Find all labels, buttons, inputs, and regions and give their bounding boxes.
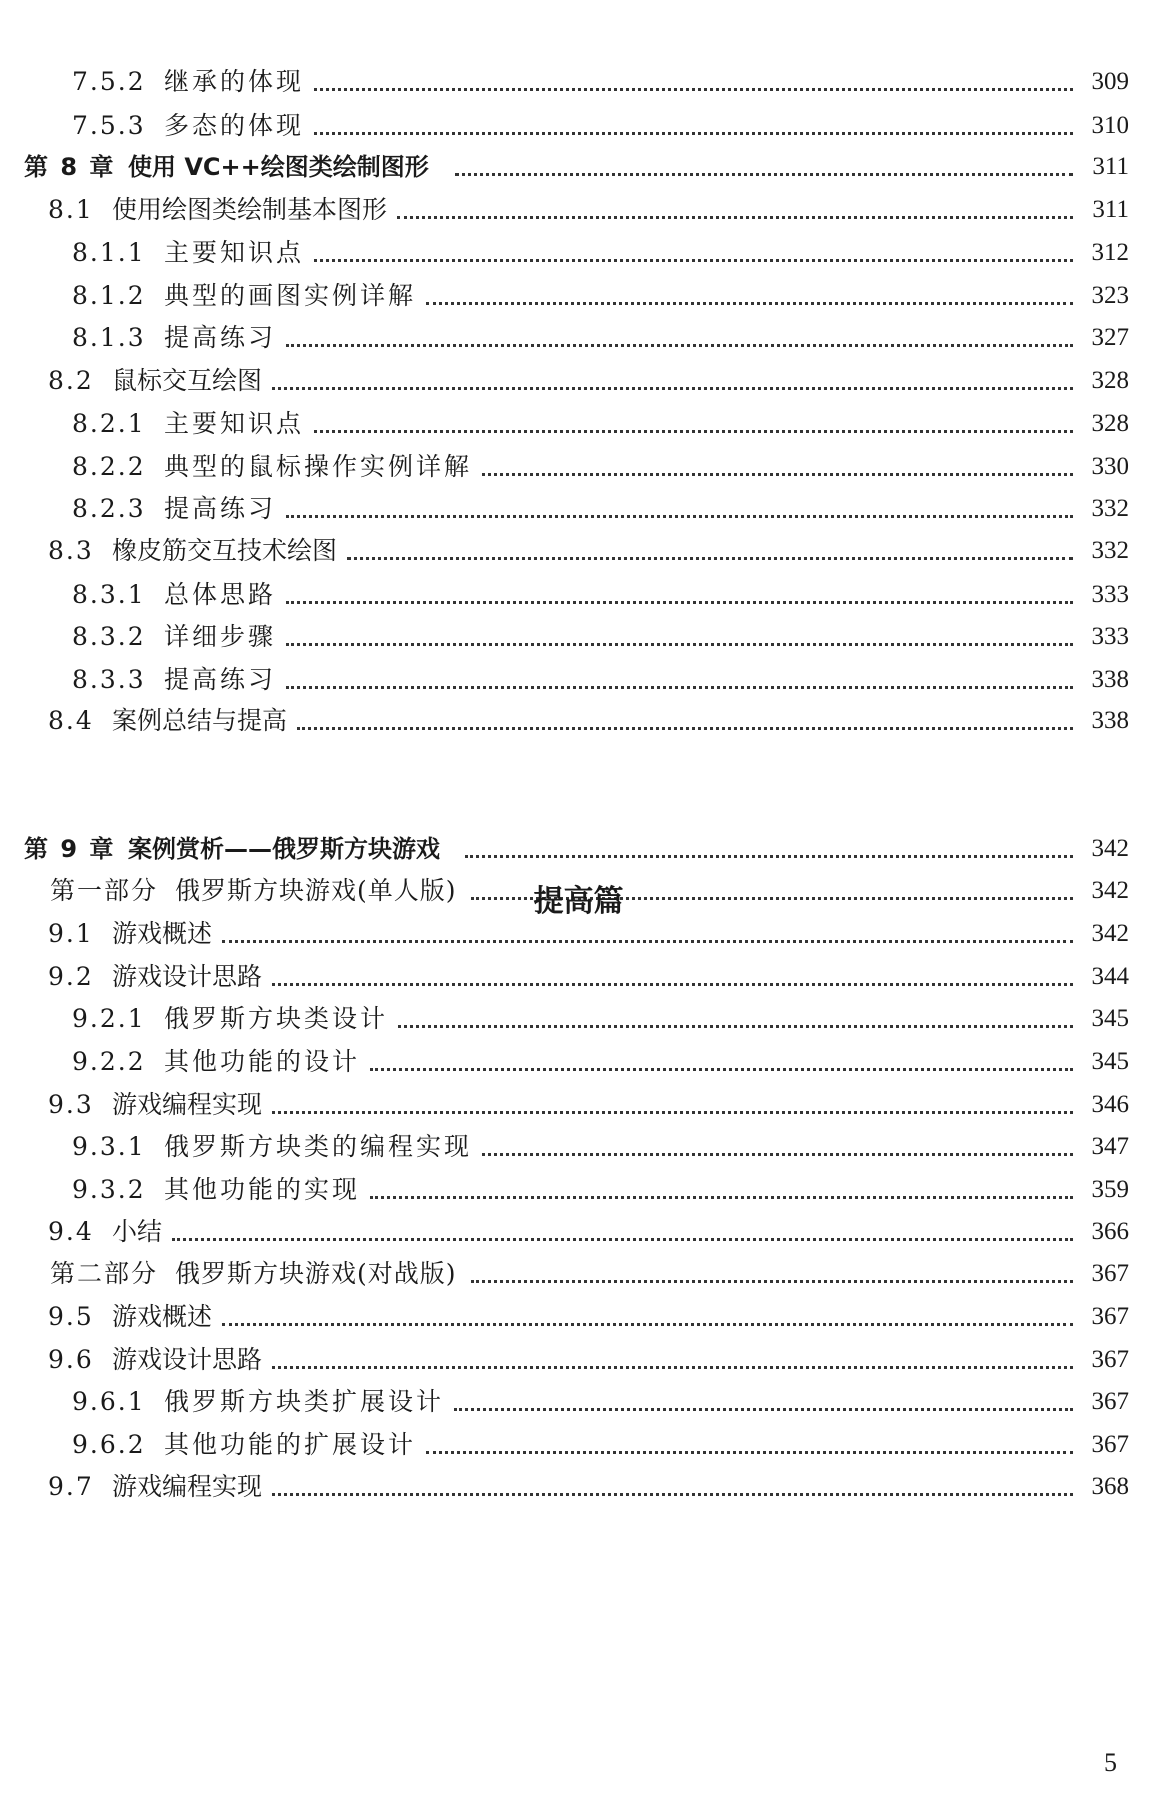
- leader-dots: [426, 1425, 1073, 1465]
- toc-entry-number: 第 8 章: [24, 153, 116, 181]
- toc-entry: [0, 575, 1157, 615]
- toc-entry-title: 俄罗斯方块游戏(单人版): [175, 876, 457, 905]
- toc-entry-number: 8.3.1: [72, 580, 146, 609]
- toc-entry: [0, 1425, 1157, 1465]
- toc-entry-title: 继承的体现: [164, 67, 305, 96]
- toc-entry-title: 使用 VC++绘图类绘制图形: [128, 153, 429, 181]
- toc-entry-title: 提高练习: [164, 323, 277, 352]
- toc-entry: [0, 1042, 1157, 1082]
- toc-entry-body: [72, 660, 1129, 700]
- toc-entry-number: 8.2: [48, 366, 94, 395]
- toc-entry-title: 俄罗斯方块类扩展设计: [164, 1387, 445, 1416]
- toc-entry: [0, 190, 1157, 230]
- toc-entry-number: 7.5.3: [72, 111, 146, 140]
- toc-entry: [0, 1297, 1157, 1337]
- toc-entry-page: 327: [1091, 324, 1129, 351]
- toc-entry-body: [72, 233, 1129, 273]
- toc-entry-body: [48, 701, 1129, 741]
- toc-entry-page: 332: [1091, 495, 1129, 522]
- toc-entry-number: 9.4: [48, 1217, 94, 1246]
- toc-entry: [0, 1127, 1157, 1167]
- toc-entry-body: [24, 147, 1129, 187]
- leader-dots: [286, 660, 1073, 700]
- toc-entry-number: 9.2.2: [72, 1047, 146, 1076]
- toc-entry-title: 俄罗斯方块类设计: [164, 1004, 389, 1033]
- leader-dots: [286, 489, 1073, 529]
- leader-dots: [272, 957, 1073, 997]
- toc-entry-body: [72, 1170, 1129, 1210]
- toc-entry-body: [72, 276, 1129, 316]
- toc-entry-page: 345: [1091, 1005, 1129, 1032]
- leader-dots: [455, 147, 1073, 187]
- leader-dots: [426, 276, 1073, 316]
- toc-entry-title: 游戏概述: [112, 1302, 213, 1331]
- toc-entry-number: 7.5.2: [72, 67, 146, 96]
- toc-entry-page: 367: [1091, 1346, 1129, 1373]
- toc-entry-page: 333: [1091, 623, 1129, 650]
- toc-entry-number: 8.2.2: [72, 452, 146, 481]
- toc-entry-page: 338: [1091, 707, 1129, 734]
- toc-entry-page: 309: [1091, 68, 1129, 95]
- toc-entry: [0, 62, 1157, 102]
- toc-entry-body: [72, 1127, 1129, 1167]
- toc-entry: [0, 233, 1157, 273]
- toc-entry-page: 345: [1091, 1048, 1129, 1075]
- toc-entry-number: 8.3.2: [72, 622, 146, 651]
- leader-dots: [370, 1170, 1073, 1210]
- toc-entry-page: 368: [1091, 1473, 1129, 1500]
- leader-dots: [286, 575, 1073, 615]
- toc-entry-body: [72, 999, 1129, 1039]
- toc-entry-body: [72, 318, 1129, 358]
- toc-entry-title: 其他功能的扩展设计: [164, 1430, 417, 1459]
- toc-entry-body: [72, 617, 1129, 657]
- toc-entry-body: [48, 1297, 1129, 1337]
- toc-entry-page: 367: [1091, 1303, 1129, 1330]
- toc-entry-page: 310: [1091, 112, 1129, 139]
- toc-entry-page: 367: [1091, 1260, 1129, 1287]
- toc-entry-number: 第 9 章: [24, 835, 116, 863]
- toc-entry-body: [48, 190, 1129, 230]
- leader-dots: [465, 829, 1073, 869]
- toc-entry-title: 典型的画图实例详解: [164, 281, 417, 310]
- toc-entry-page: 359: [1091, 1176, 1129, 1203]
- toc-entry-title: 游戏编程实现: [112, 1090, 263, 1119]
- toc-entry: [0, 829, 1157, 869]
- toc-entry-number: 8.1.1: [72, 238, 146, 267]
- toc-entry-title: 提高练习: [164, 665, 277, 694]
- toc-entry-body: [72, 1425, 1129, 1465]
- toc-entry: [0, 617, 1157, 657]
- toc-entry-number: 9.6.1: [72, 1387, 146, 1416]
- toc-entry-title: 俄罗斯方块游戏(对战版): [175, 1259, 457, 1288]
- toc-entry: [0, 701, 1157, 741]
- toc-entry: [0, 957, 1157, 997]
- toc-entry-page: 367: [1091, 1388, 1129, 1415]
- toc-entry-number: 9.2.1: [72, 1004, 146, 1033]
- toc-entry-number: 第一部分: [50, 876, 159, 905]
- toc-entry: [0, 1212, 1157, 1252]
- toc-entry-number: 8.2.3: [72, 494, 146, 523]
- toc-entry: [0, 106, 1157, 146]
- toc-entry: [0, 1382, 1157, 1422]
- toc-entry-title: 总体思路: [164, 580, 277, 609]
- toc-entry: [0, 361, 1157, 401]
- toc-entry-title: 俄罗斯方块类的编程实现: [164, 1132, 473, 1161]
- toc-entry-body: [48, 531, 1129, 571]
- toc-entry-number: 9.1: [48, 919, 94, 948]
- toc-entry-number: 第二部分: [50, 1259, 159, 1288]
- toc-entry-title: 其他功能的实现: [164, 1175, 361, 1204]
- toc-entry-page: 323: [1091, 282, 1129, 309]
- toc-entry-page: 342: [1091, 877, 1129, 904]
- leader-dots: [314, 404, 1073, 444]
- leader-dots: [272, 361, 1073, 401]
- toc-entry-number: 8.3.3: [72, 665, 146, 694]
- toc-entry-title: 典型的鼠标操作实例详解: [164, 452, 473, 481]
- toc-entry-page: 342: [1091, 920, 1129, 947]
- leader-dots: [286, 318, 1073, 358]
- toc-entry-title: 鼠标交互绘图: [112, 366, 263, 395]
- toc-entry-body: [48, 1212, 1129, 1252]
- toc-entry-number: 9.3: [48, 1090, 94, 1119]
- toc-entry-number: 8.4: [48, 706, 94, 735]
- page-number: 5: [1104, 1748, 1117, 1777]
- toc-entry-body: [72, 489, 1129, 529]
- toc-entry-title: 详细步骤: [164, 622, 277, 651]
- leader-dots: [454, 1382, 1073, 1422]
- toc-entry-number: 8.3: [48, 536, 94, 565]
- toc-entry-body: [72, 575, 1129, 615]
- toc-entry-title: 其他功能的设计: [164, 1047, 361, 1076]
- leader-dots: [222, 1297, 1073, 1337]
- toc-entry-number: 9.3.1: [72, 1132, 146, 1161]
- leader-dots: [482, 447, 1073, 487]
- toc-entry: [0, 276, 1157, 316]
- toc-entry: [0, 1085, 1157, 1125]
- toc-entry-number: 9.3.2: [72, 1175, 146, 1204]
- leader-dots: [314, 62, 1073, 102]
- toc-entry-title: 主要知识点: [164, 238, 305, 267]
- toc-entry-page: 342: [1091, 835, 1129, 862]
- toc-entry: [0, 147, 1157, 187]
- leader-dots: [272, 1085, 1073, 1125]
- toc-entry-body: [72, 404, 1129, 444]
- leader-dots: [272, 1467, 1073, 1507]
- toc-entry-page: 311: [1092, 153, 1129, 180]
- toc-entry: [0, 531, 1157, 571]
- toc-entry-body: [48, 1340, 1129, 1380]
- leader-dots: [314, 233, 1073, 273]
- toc-entry-title: 主要知识点: [164, 409, 305, 438]
- toc-entry: [0, 999, 1157, 1039]
- toc-entry-page: 330: [1091, 453, 1129, 480]
- toc-entry: [0, 318, 1157, 358]
- toc-entry-page: 347: [1091, 1133, 1129, 1160]
- toc-entry-page: 312: [1091, 239, 1129, 266]
- toc-entry-number: 9.6.2: [72, 1430, 146, 1459]
- toc-entry-title: 游戏编程实现: [112, 1472, 263, 1501]
- toc-entry: [0, 447, 1157, 487]
- toc-entry-number: 9.2: [48, 962, 94, 991]
- leader-dots: [272, 1340, 1073, 1380]
- leader-dots: [172, 1212, 1073, 1252]
- toc-entry-page: 333: [1091, 581, 1129, 608]
- toc-entry-page: 366: [1091, 1218, 1129, 1245]
- leader-dots: [286, 617, 1073, 657]
- toc-entry-title: 橡皮筋交互技术绘图: [112, 536, 338, 565]
- toc-entry-body: [72, 106, 1129, 146]
- toc-entry-title: 案例总结与提高: [112, 706, 288, 735]
- toc-entry-page: 311: [1092, 196, 1129, 223]
- toc-entry-title: 提高练习: [164, 494, 277, 523]
- toc-entry-number: 9.7: [48, 1472, 94, 1501]
- toc-entry-body: [72, 62, 1129, 102]
- leader-dots: [397, 190, 1073, 230]
- leader-dots: [482, 1127, 1073, 1167]
- toc-entry: [0, 1254, 1157, 1294]
- toc-entry-page: 332: [1091, 537, 1129, 564]
- toc-entry-body: [48, 1467, 1129, 1507]
- toc-entry-title: 游戏设计思路: [112, 1345, 263, 1374]
- toc-entry-body: [48, 361, 1129, 401]
- toc-entry-body: [50, 1254, 1129, 1294]
- toc-entry-number: 8.1.2: [72, 281, 146, 310]
- toc-entry: [0, 660, 1157, 700]
- leader-dots: [398, 999, 1073, 1039]
- toc-entry-number: 8.1: [48, 195, 94, 224]
- toc-entry-number: 9.5: [48, 1302, 94, 1331]
- toc-entry: [0, 1170, 1157, 1210]
- toc-entry-page: 338: [1091, 666, 1129, 693]
- toc-entry-page: 344: [1091, 963, 1129, 990]
- toc-entry-title: 案例赏析——俄罗斯方块游戏: [128, 835, 440, 863]
- toc-entry-title: 游戏概述: [112, 919, 213, 948]
- toc-entry: [0, 404, 1157, 444]
- section-heading: 提高篇: [533, 884, 624, 919]
- toc-entry-page: 346: [1091, 1091, 1129, 1118]
- leader-dots: [471, 1254, 1073, 1294]
- toc-entry-title: 小结: [112, 1217, 163, 1246]
- toc-entry-number: 8.1.3: [72, 323, 146, 352]
- toc-entry: [0, 1467, 1157, 1507]
- toc-entry-number: 9.6: [48, 1345, 94, 1374]
- toc-entry-page: 328: [1091, 410, 1129, 437]
- toc-entry-body: [24, 829, 1129, 869]
- leader-dots: [314, 106, 1073, 146]
- leader-dots: [347, 531, 1073, 571]
- toc-entry-body: [72, 1042, 1129, 1082]
- toc-entry-title: 游戏设计思路: [112, 962, 263, 991]
- toc-entry: [0, 1340, 1157, 1380]
- toc-entry-body: [48, 957, 1129, 997]
- leader-dots: [297, 701, 1073, 741]
- toc-entry-page: 367: [1091, 1431, 1129, 1458]
- toc-entry-body: [48, 1085, 1129, 1125]
- toc-entry-page: 328: [1091, 367, 1129, 394]
- leader-dots: [370, 1042, 1073, 1082]
- toc-entry-body: [72, 1382, 1129, 1422]
- toc-entry: [0, 489, 1157, 529]
- toc-entry-number: 8.2.1: [72, 409, 146, 438]
- toc-entry-body: [72, 447, 1129, 487]
- toc-entry-title: 使用绘图类绘制基本图形: [112, 195, 388, 224]
- toc-entry-title: 多态的体现: [164, 111, 305, 140]
